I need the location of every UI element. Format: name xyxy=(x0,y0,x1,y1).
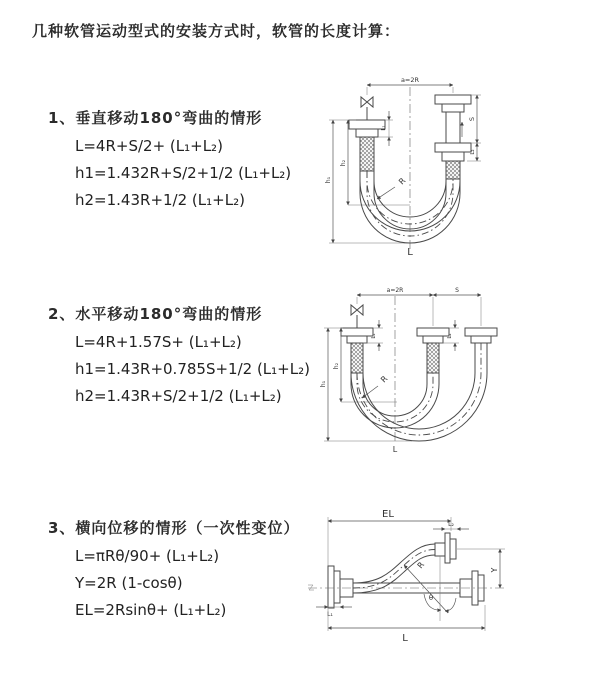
dim-s xyxy=(433,287,481,295)
braided-section xyxy=(427,343,439,373)
section-1 xyxy=(48,107,338,214)
diagram-vertical-movement xyxy=(315,75,587,257)
dim-el xyxy=(328,509,451,566)
formula-line: EL=2Rsinθ+ (L₁+L₂) xyxy=(75,601,227,619)
left-flange xyxy=(341,328,373,373)
section-3 xyxy=(48,517,338,624)
hose-u-bend xyxy=(351,343,487,441)
middle-flange xyxy=(417,328,449,373)
dim-label-l1: L₁ xyxy=(371,333,377,339)
dim-label-l: L xyxy=(402,633,408,644)
radius-callout xyxy=(362,374,390,398)
dim-l1 xyxy=(378,111,393,146)
dim-label-y: Y xyxy=(490,567,499,573)
braided-section xyxy=(360,137,374,171)
page-title: 几种软管运动型式的安装方式时，软管的长度计算： xyxy=(32,22,401,40)
dim-label-h1: h₁ xyxy=(325,176,332,184)
section-2 xyxy=(48,303,338,410)
diagram-horizontal-movement xyxy=(312,284,592,456)
formula-line: Y=2R (1-cosθ) xyxy=(75,574,183,592)
dim-l xyxy=(328,605,485,644)
formula-line: h2=1.43R+1/2 (L₁+L₂) xyxy=(75,191,245,209)
dim-label-l2: L₂ xyxy=(470,149,476,155)
left-flange xyxy=(328,566,353,608)
radius-callout xyxy=(404,560,448,613)
dim-label-a: a=2R xyxy=(386,287,404,294)
section-2-heading: 2、水平移动180°弯曲的情形 xyxy=(48,305,263,323)
dim-label-h2: h₂ xyxy=(333,362,340,370)
dim-l1 xyxy=(316,607,352,618)
angle-theta xyxy=(424,556,456,621)
right-flange xyxy=(465,328,497,343)
formula-line: L=4R+S/2+ (L₁+L₂) xyxy=(75,137,223,155)
dim-l2 xyxy=(433,521,469,529)
displaced-flange xyxy=(435,533,456,563)
dim-label-s: S xyxy=(455,287,459,294)
dim-label-s: S xyxy=(468,116,476,122)
formula-line: L=πRθ/90+ (L₁+L₂) xyxy=(75,547,220,565)
dim-label-l1: L₁ xyxy=(327,611,333,618)
right-pipe xyxy=(435,95,471,179)
formula-line: h1=1.43R+0.785S+1/2 (L₁+L₂) xyxy=(75,360,310,378)
braided-section xyxy=(446,161,460,179)
section-1-heading: 1、垂直移动180°弯曲的情形 xyxy=(48,109,263,127)
left-flange xyxy=(349,120,385,171)
formula-line: h1=1.432R+S/2+1/2 (L₁+L₂) xyxy=(75,164,292,182)
dim-label-l: L xyxy=(392,445,398,454)
dim-label-el: EL xyxy=(382,509,394,520)
section-2-formulas xyxy=(75,329,338,410)
dim-label-l: L xyxy=(407,247,413,258)
section-1-formulas xyxy=(75,133,338,214)
dim-a-2r xyxy=(357,287,481,326)
dim-label-a: a=2R xyxy=(400,76,420,84)
valve-icon xyxy=(361,97,373,120)
dim-h1 xyxy=(320,328,412,441)
dim-label-l2: L₂ xyxy=(447,333,453,339)
dim-label-r: R xyxy=(379,374,390,385)
section-3-formulas xyxy=(75,543,338,624)
valve-icon xyxy=(351,305,363,328)
diagram-lateral-displacement xyxy=(300,503,600,645)
dim-label-r: R xyxy=(415,560,427,571)
dim-label-r: R xyxy=(397,176,408,187)
braided-section xyxy=(351,343,363,373)
dim-label-h1: h₁ xyxy=(320,380,327,388)
dim-label-l2: L₂ xyxy=(448,521,454,528)
dim-label-theta: θ xyxy=(428,594,434,602)
formula-line: h2=1.43R+S/2+1/2 (L₁+L₂) xyxy=(75,387,282,405)
centerline-break-mark xyxy=(308,585,314,590)
dim-label-l1: L₁ xyxy=(381,125,387,131)
radius-callout xyxy=(377,176,408,199)
formula-line: L=4R+1.57S+ (L₁+L₂) xyxy=(75,333,242,351)
dim-label-h2: h₂ xyxy=(340,159,347,167)
section-3-heading: 3、横向位移的情形（一次性变位） xyxy=(48,519,300,537)
